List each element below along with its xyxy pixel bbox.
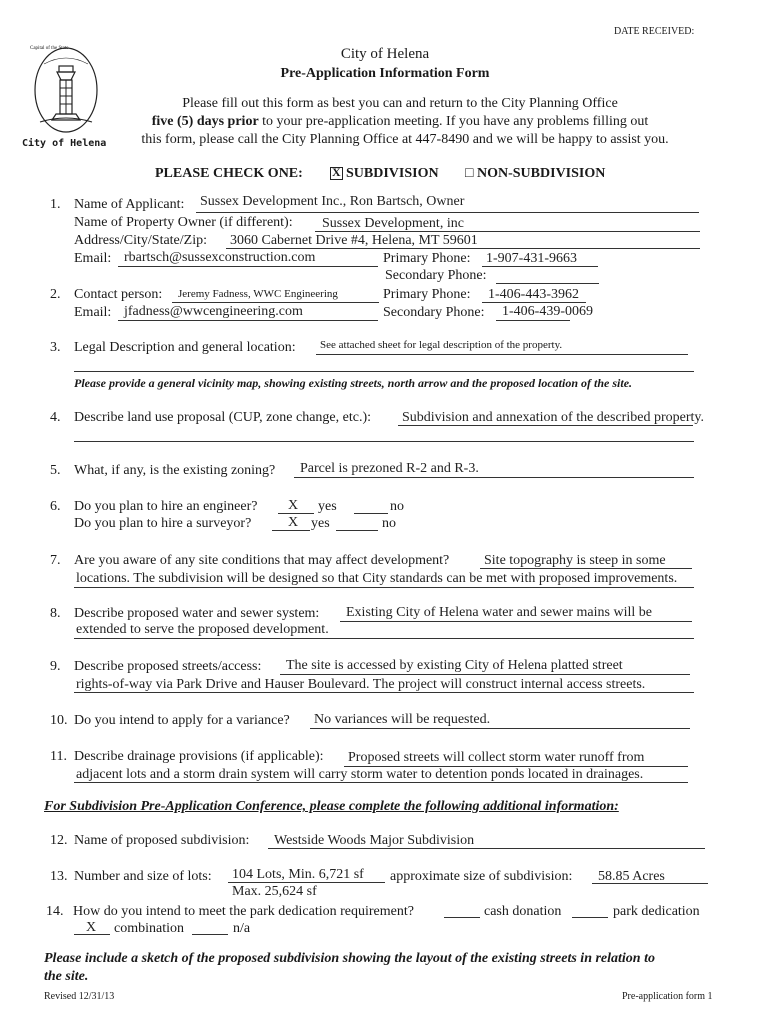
intro-line-3: this form, please call the City Planning Office at 447-8490 and we will be happy to assist you. — [141, 132, 669, 147]
sketch-note-line-1: Please include a sketch of the proposed subdivision showing the layout of the existing streets in relation to — [44, 951, 655, 966]
engineer-yes-underline — [278, 513, 314, 514]
q1-number: 1. — [50, 197, 61, 212]
q7-number: 7. — [50, 553, 61, 568]
contact-primary-phone-label: Primary Phone: — [383, 287, 471, 302]
land-use-underline-2 — [74, 441, 694, 442]
land-use-label: Describe land use proposal (CUP, zone change, etc.): — [74, 410, 372, 425]
combination-underline — [74, 934, 110, 935]
email-value[interactable]: rbartsch@sussexconstruction.com — [124, 250, 316, 265]
applicant-label: Name of Applicant: — [74, 197, 185, 212]
secondary-phone-label: Secondary Phone: — [385, 268, 487, 283]
streets-access-label: Describe proposed streets/access: — [74, 659, 262, 674]
owner-label: Name of Property Owner (if different): — [74, 215, 293, 230]
secondary-phone-underline — [496, 283, 599, 284]
water-sewer-value-1[interactable]: Existing City of Helena water and sewer mains will be — [346, 605, 652, 620]
drainage-label: Describe drainage provisions (if applicable): — [74, 749, 324, 764]
q13-number: 13. — [50, 869, 68, 884]
applicant-underline — [196, 212, 699, 213]
engineer-yes-mark[interactable]: X — [288, 498, 299, 513]
address-underline — [226, 248, 700, 249]
drainage-value-2[interactable]: adjacent lots and a storm drain system will carry storm water to detention ponds located in drainages. — [76, 767, 644, 782]
nonsubdivision-option-label: NON-SUBDIVISION — [477, 166, 606, 181]
subdivision-check-mark: X — [332, 165, 341, 179]
lots-label: Number and size of lots: — [74, 869, 212, 884]
surveyor-yes-label: yes — [311, 516, 330, 531]
intro-line-2-rest: to your pre-application meeting. If you have any problems filling out — [258, 114, 649, 129]
subdivision-name-underline — [268, 848, 705, 849]
site-conditions-value-1[interactable]: Site topography is steep in some — [484, 553, 666, 568]
primary-phone-value[interactable]: 1-907-431-9663 — [486, 251, 577, 266]
lots-value-1[interactable]: 104 Lots, Min. 6,721 sf — [232, 867, 364, 882]
surveyor-label: Do you plan to hire a surveyor? — [74, 516, 252, 531]
na-blank[interactable] — [192, 934, 228, 935]
site-conditions-underline — [480, 568, 692, 569]
legal-description-label: Legal Description and general location: — [74, 340, 296, 355]
park-dedication-option-label: park dedication — [613, 904, 700, 919]
contact-email-value[interactable]: jfadness@wwcengineering.com — [124, 304, 303, 319]
subdivision-name-label: Name of proposed subdivision: — [74, 833, 250, 848]
city-name: City of Helena — [340, 46, 430, 62]
address-label: Address/City/State/Zip: — [74, 233, 207, 248]
surveyor-yes-underline — [272, 530, 310, 531]
contact-secondary-phone-label: Secondary Phone: — [383, 305, 485, 320]
subdivision-size-underline — [592, 883, 708, 884]
q12-number: 12. — [50, 833, 68, 848]
engineer-yes-label: yes — [318, 499, 337, 514]
contact-secondary-phone-value[interactable]: 1-406-439-0069 — [502, 304, 593, 319]
email-underline — [118, 266, 378, 267]
q8-number: 8. — [50, 606, 61, 621]
combination-mark[interactable]: X — [86, 920, 97, 935]
land-use-underline — [398, 425, 693, 426]
q6-number: 6. — [50, 499, 61, 514]
q9-number: 9. — [50, 659, 61, 674]
email-label: Email: — [74, 251, 112, 266]
engineer-no-underline[interactable] — [354, 513, 388, 514]
form-title: Pre-Application Information Form — [280, 66, 490, 81]
q3-number: 3. — [50, 340, 61, 355]
contact-label: Contact person: — [74, 287, 163, 302]
q2-number: 2. — [50, 287, 61, 302]
contact-primary-underline — [482, 302, 586, 303]
streets-access-value-1[interactable]: The site is accessed by existing City of Helena platted street — [286, 658, 623, 673]
lots-underline — [228, 882, 385, 883]
intro-emphasis: five (5) days prior — [151, 114, 259, 129]
contact-secondary-underline — [496, 320, 570, 321]
contact-email-underline — [118, 320, 378, 321]
subdivision-size-label: approximate size of subdivision: — [390, 869, 573, 884]
water-sewer-underline — [340, 621, 692, 622]
zoning-value[interactable]: Parcel is prezoned R-2 and R-3. — [300, 461, 479, 476]
intro-line-1: Please fill out this form as best you can and return to the City Planning Office — [182, 96, 618, 111]
sketch-note-line-2: the site. — [44, 969, 89, 984]
page-number: Pre-application form 1 — [622, 991, 713, 1002]
park-dedication-label: How do you intend to meet the park dedication requirement? — [73, 904, 414, 919]
subdivision-option-label: SUBDIVISION — [346, 166, 439, 181]
applicant-value[interactable]: Sussex Development Inc., Ron Bartsch, Owner — [200, 194, 465, 209]
subdivision-section-heading: For Subdivision Pre-Application Conference, please complete the following additional information: — [44, 799, 619, 814]
owner-underline — [315, 231, 700, 232]
site-conditions-label: Are you aware of any site conditions that may affect development? — [74, 553, 450, 568]
intro-line-2 — [0, 114, 770, 130]
q5-number: 5. — [50, 463, 61, 478]
engineer-label: Do you plan to hire an engineer? — [74, 499, 258, 514]
contact-primary-phone-value[interactable]: 1-406-443-3962 — [488, 287, 579, 302]
cash-donation-label: cash donation — [484, 904, 562, 919]
na-label: n/a — [233, 921, 251, 936]
variance-label: Do you intend to apply for a variance? — [74, 713, 290, 728]
legal-description-underline-2 — [74, 371, 694, 372]
legal-description-value[interactable]: See attached sheet for legal description of the property. — [320, 339, 563, 351]
contact-value[interactable]: Jeremy Fadness, WWC Engineering — [178, 288, 338, 300]
surveyor-no-underline[interactable] — [336, 530, 378, 531]
subdivision-checkbox[interactable] — [330, 167, 343, 180]
q11-number: 11. — [50, 749, 67, 764]
park-dedication-blank[interactable] — [572, 917, 608, 918]
check-one-label: PLEASE CHECK ONE: — [155, 166, 303, 181]
surveyor-no-label: no — [382, 516, 396, 531]
lots-value-2[interactable]: Max. 25,624 sf — [232, 884, 317, 899]
subdivision-name-value[interactable]: Westside Woods Major Subdivision — [274, 833, 475, 848]
site-conditions-underline-2 — [74, 587, 694, 588]
address-value[interactable]: 3060 Cabernet Drive #4, Helena, MT 59601 — [230, 233, 478, 248]
q4-number: 4. — [50, 410, 61, 425]
q10-number: 10. — [50, 713, 68, 728]
q14-number: 14. — [46, 904, 64, 919]
engineer-no-label: no — [390, 499, 404, 514]
contact-email-label: Email: — [74, 305, 112, 320]
streets-access-underline-2 — [74, 692, 694, 693]
primary-phone-label: Primary Phone: — [383, 251, 471, 266]
primary-phone-underline — [482, 266, 598, 267]
land-use-value[interactable]: Subdivision and annexation of the described property. — [402, 410, 704, 425]
nonsubdivision-checkbox[interactable]: □ — [465, 166, 474, 181]
revised-date: Revised 12/31/13 — [44, 991, 115, 1002]
legal-description-underline — [316, 354, 688, 355]
owner-value[interactable]: Sussex Development, inc — [322, 216, 464, 231]
cash-donation-blank[interactable] — [444, 917, 480, 918]
streets-access-value-2[interactable]: rights-of-way via Park Drive and Hauser Boulevard. The project will construct internal access streets. — [76, 677, 646, 692]
water-sewer-label: Describe proposed water and sewer system: — [74, 606, 320, 621]
streets-access-underline — [280, 674, 690, 675]
vicinity-map-note: Please provide a general vicinity map, showing existing streets, north arrow and the proposed location of the site. — [74, 376, 633, 390]
seal-caption: City of Helena — [22, 138, 107, 149]
variance-value[interactable]: No variances will be requested. — [314, 712, 491, 727]
variance-underline — [310, 728, 690, 729]
subdivision-size-value[interactable]: 58.85 Acres — [598, 869, 665, 884]
water-sewer-underline-2 — [74, 638, 694, 639]
seal-top-text: Capital of the State — [30, 46, 69, 51]
date-received-label: DATE RECEIVED: — [614, 26, 695, 37]
combination-label: combination — [114, 921, 184, 936]
drainage-underline-2 — [74, 782, 688, 783]
water-sewer-value-2[interactable]: extended to serve the proposed development. — [76, 622, 329, 637]
surveyor-yes-mark[interactable]: X — [288, 515, 299, 530]
contact-underline — [172, 302, 379, 303]
site-conditions-value-2[interactable]: locations. The subdivision will be designed so that City standards can be met with proposed improvements. — [76, 571, 678, 586]
zoning-underline — [294, 477, 694, 478]
zoning-label: What, if any, is the existing zoning? — [74, 463, 276, 478]
drainage-value-1[interactable]: Proposed streets will collect storm water runoff from — [348, 750, 645, 765]
